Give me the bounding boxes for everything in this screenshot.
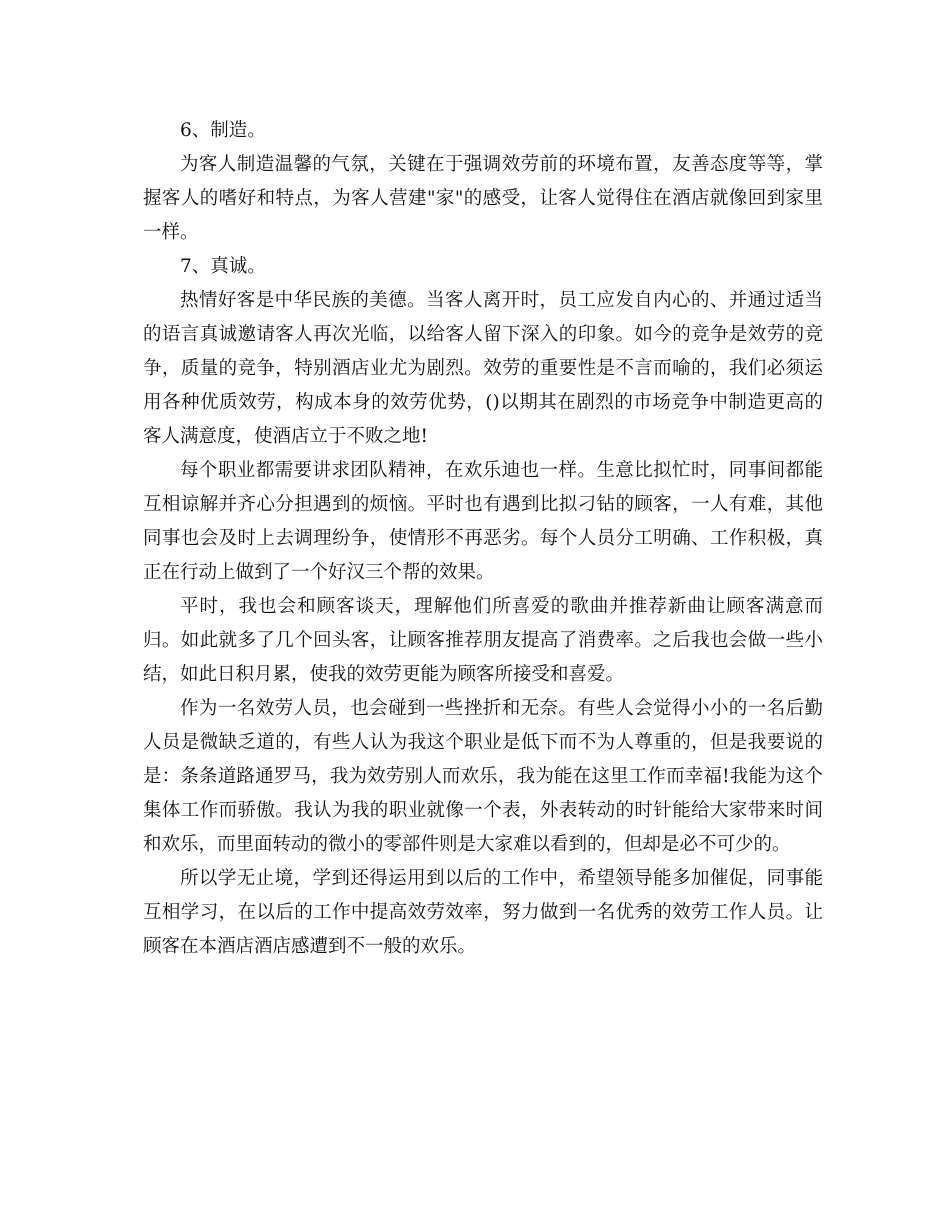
section-heading-sincerity: 7、真诚。: [180, 256, 266, 277]
document-body: [143, 114, 823, 964]
paragraph-customers: 平时，我也会和顾客谈天，理解他们所喜爱的歌曲并推荐新曲让顾客满意而归。如此就多了几个回头客，让顾客推荐朋友提高了消费率。之后我也会做一些小结，如此日积月累，使我的效劳更能为顾客所接受和喜爱。: [143, 596, 823, 685]
paragraph-create: 为客人制造温馨的气氛，关键在于强调效劳前的环境布置，友善态度等等，掌握客人的嗜好和特点，为客人营建"家"的感受，让客人觉得住在酒店就像回到家里一样。: [143, 154, 823, 243]
paragraph-teamwork: 每个职业都需要讲求团队精神，在欢乐迪也一样。生意比拟忙时，同事间都能互相谅解并齐心分担遇到的烦恼。平时也有遇到比拟刁钻的顾客，一人有难，其他同事也会及时上去调理纷争，使情形不再恶劣。每个人员分工明确、工作积极，真正在行动上做到了一个好汉三个帮的效果。: [143, 460, 823, 583]
section-heading-create: 6、制造。: [180, 120, 266, 141]
paragraph-setbacks: 作为一名效劳人员，也会碰到一些挫折和无奈。有些人会觉得小小的一名后勤人员是微缺乏道的，有些人认为我这个职业是低下而不为人尊重的，但是我要说的是：条条道路通罗马，我为效劳别人而欢乐，我为能在这里工作而幸福!我能为这个集体工作而骄傲。我认为我的职业就像一个表，外表转动的时针能给大家带来时间和欢乐，而里面转动的微小的零部件则是大家难以看到的，但却是必不可少的。: [143, 698, 823, 855]
paragraph-sincerity: 热情好客是中华民族的美德。当客人离开时，员工应发自内心的、并通过适当的语言真诚邀请客人再次光临，以给客人留下深入的印象。如今的竞争是效劳的竞争，质量的竞争，特别酒店业尤为剧烈。效劳的重要性是不言而喻的，我们必须运用各种优质效劳，构成本身的效劳优势，()以期其在剧烈的市场竞争中制造更高的客人满意度，使酒店立于不败之地!: [143, 290, 823, 447]
paragraph-conclusion: 所以学无止境，学到还得运用到以后的工作中，希望领导能多加催促，同事能互相学习，在以后的工作中提高效劳效率，努力做到一名优秀的效劳工作人员。让顾客在本酒店酒店感遭到不一般的欢乐。: [143, 868, 823, 957]
